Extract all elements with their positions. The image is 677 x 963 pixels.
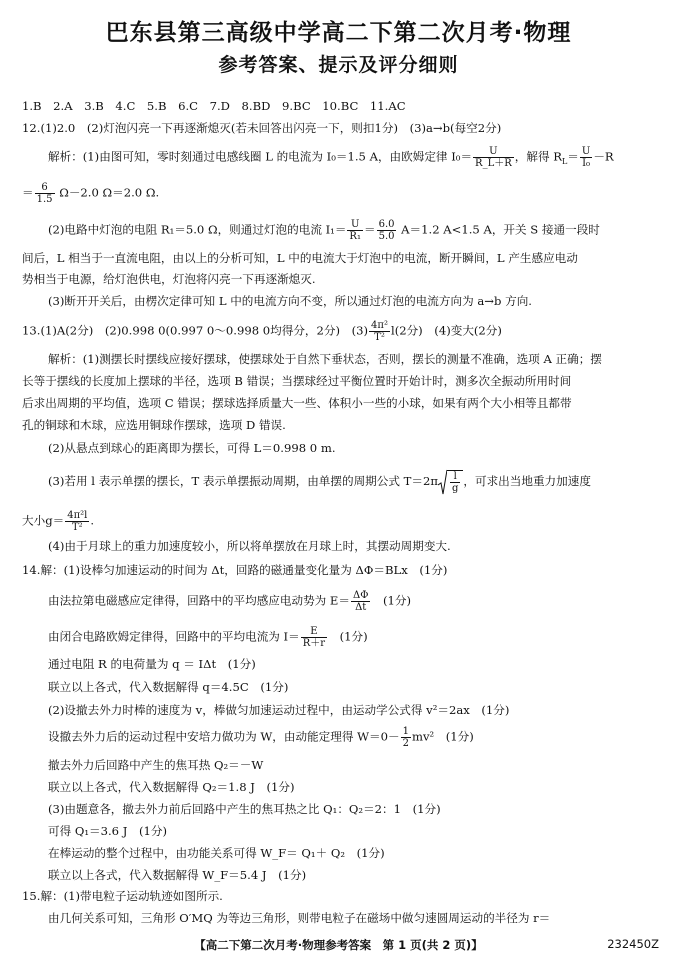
- fraction: [369, 320, 390, 343]
- solution-line: 联立以上各式，代入数据解得 Q₂＝1.8 J (1分): [48, 780, 295, 794]
- solution-line: 在棒运动的整个过程中，由功能关系可得 W_F＝ Q₁＋ Q₂ (1分): [48, 846, 385, 860]
- solution-line: [48, 469, 591, 495]
- answer-line-14: 14.解：(1)设棒匀加速运动的时间为 Δt，回路的磁通量变化量为 ΔΦ＝BLx (1分): [22, 563, 448, 577]
- solution-line: 长等于摆线的长度加上摆球的半径，选项 B 错误；当摆球经过平衡位置时开始计时，测多次全振动所用时间: [22, 374, 572, 388]
- text-run: (1分): [328, 629, 368, 644]
- text-run: 由闭合电路欧姆定律得，回路中的平均电流为 I＝: [48, 629, 300, 644]
- sqrt-icon: [438, 469, 447, 495]
- denominator: 1.5: [36, 194, 53, 205]
- solution-line: 撤去外力后回路中产生的焦耳热 Q₂＝－W: [48, 758, 264, 772]
- fraction: [377, 219, 397, 242]
- numerator: 6.0: [378, 219, 395, 230]
- page-footer: 【高二下第二次月考·物理参考答案 第 1 页(共 2 页)】: [194, 938, 483, 952]
- solution-line: 势相当于电源，给灯泡供电，灯泡将闪亮一下再逐渐熄灭.: [22, 272, 316, 286]
- text-run: ＝: [567, 149, 579, 164]
- fraction: [35, 182, 55, 205]
- fraction: [351, 590, 370, 613]
- numerator: ΔΦ: [353, 590, 369, 601]
- denominator: Δt: [355, 602, 367, 613]
- text-run: Ω－2.0 Ω＝2.0 Ω.: [55, 185, 160, 200]
- radicand: [447, 470, 463, 494]
- denominator: I₀: [582, 158, 591, 169]
- fraction: [401, 726, 411, 749]
- text-run: l(2分) (4)变大(2分): [390, 323, 502, 338]
- fraction: [301, 626, 327, 649]
- text-run: －R: [593, 149, 614, 164]
- text-run: A＝1.2 A<1.5 A，开关 S 接通一段时: [397, 222, 600, 237]
- denominator: g: [451, 483, 459, 494]
- solution-line: 孔的铜球和木球，应选用铜球作摆球，选项 D 错误.: [22, 418, 286, 432]
- paper-code: 232450Z: [607, 937, 659, 951]
- fraction: [347, 219, 363, 242]
- solution-line: (4)由于月球上的重力加速度较小，所以将单摆放在月球上时，其摆动周期变大.: [48, 539, 451, 553]
- denominator: R＋r: [302, 638, 326, 649]
- text-run: 由法拉第电磁感应定律得，回路中的平均感应电动势为 E＝: [48, 593, 350, 608]
- answer-line-choice: 1.B 2.A 3.B 4.C 5.B 6.C 7.D 8.BD 9.BC 10.BC 11.AC: [22, 99, 406, 113]
- numerator: U: [347, 219, 363, 231]
- solution-line: (3)由题意各，撤去外力前后回路中产生的焦耳热之比 Q₁：Q₂＝2：1 (1分): [48, 802, 441, 816]
- page-title: 巴东县第三高级中学高二下第二次月考·物理: [105, 20, 572, 46]
- solution-line: [22, 182, 159, 205]
- fraction: [473, 146, 514, 169]
- answer-line-12: 12.(1)2.0 (2)灯泡闪亮一下再逐渐熄灭(若未回答出闪亮一下，则扣1分) (3)a→b(每空2分): [22, 121, 502, 135]
- text-run: 13.(1)A(2分) (2)0.998 0(0.997 0～0.998 0均得分，2分) (3): [22, 323, 369, 338]
- answer-line-13: [22, 320, 502, 343]
- numerator: 6: [35, 182, 55, 194]
- denominator: R₁: [349, 231, 361, 242]
- text-run: 大小g＝: [22, 513, 65, 528]
- fraction: [65, 510, 89, 533]
- text-run: ＝: [363, 222, 376, 237]
- text-run: mv² (1分): [412, 729, 474, 744]
- numerator: 1: [402, 726, 409, 737]
- denominator: 2: [402, 738, 409, 749]
- solution-line: 后求出周期的平均值，选项 C 错误；摆球选择质量大一些、体积小一些的小球，如果有两个大小相等且都带: [22, 396, 572, 410]
- text-run: 解析：(1)由图可知，零时刻通过电感线圈 L 的电流为 I₀＝1.5 A，由欧姆定律 I₀＝: [48, 149, 473, 164]
- solution-line: 联立以上各式，代入数据解得 W_F＝5.4 J (1分): [48, 868, 307, 882]
- solution-line: (2)设撤去外力时棒的速度为 v，棒做匀加速运动过程中，由运动学公式得 v²＝2ax (1分): [48, 703, 510, 717]
- text-run: ，可求出当地重力加速度: [463, 474, 591, 488]
- solution-line: [22, 510, 94, 533]
- subscript: L: [561, 156, 568, 166]
- solution-line: (3)断开开关后，由楞次定律可知 L 中的电流方向不变，所以通过灯泡的电流方向为 a→b 方向.: [48, 294, 532, 308]
- solution-line: 由几何关系可知，三角形 O′MQ 为等边三角形，则带电粒子在磁场中做匀速圆周运动的半径为 r＝: [48, 911, 551, 925]
- solution-line: 间后，L 相当于一直流电阻，由以上的分析可知，L 中的电流大于灯泡中的电流，断开瞬间，L 产生感应电动: [22, 251, 578, 265]
- numerator: 4π²l: [67, 510, 88, 521]
- solution-line: 解析：(1)测摆长时摆线应接好摆球，使摆球处于自然下垂状态，否则，摆长的测量不准确，选项 A 正确；摆: [48, 352, 602, 366]
- fraction: [580, 146, 592, 169]
- solution-line: [48, 146, 614, 169]
- solution-line: [48, 219, 600, 242]
- numerator: 4π²: [371, 320, 388, 331]
- solution-line: 联立以上各式，代入数据解得 q＝4.5C (1分): [48, 680, 289, 694]
- text-run: ，解得 R: [514, 149, 562, 164]
- solution-line: [48, 626, 368, 649]
- text-run: (3)若用 l 表示单摆的摆长，T 表示单摆振动周期，由单摆的周期公式 T＝2π: [48, 474, 438, 488]
- numerator: U: [581, 146, 591, 157]
- denominator: T²: [71, 522, 83, 533]
- solution-line: 通过电阻 R 的电荷量为 q ＝ IΔt (1分): [48, 657, 256, 671]
- text-run: ＝: [22, 185, 34, 200]
- text-run: .: [90, 513, 95, 528]
- numerator: l: [450, 471, 460, 483]
- solution-line: [48, 726, 474, 749]
- text-run: (2)电路中灯泡的电阻 R₁＝5.0 Ω，则通过灯泡的电流 I₁＝: [48, 222, 347, 237]
- page-subtitle: 参考答案、提示及评分细则: [218, 54, 459, 76]
- solution-line: 可得 Q₁＝3.6 J (1分): [48, 824, 168, 838]
- text-run: 设撤去外力后的运动过程中安培力做功为 W，由动能定理得 W＝0－: [48, 729, 400, 744]
- answer-line-15: 15.解：(1)带电粒子运动轨迹如图所示.: [22, 889, 223, 903]
- solution-line: (2)从悬点到球心的距离即为摆长，可得 L＝0.998 0 m.: [48, 441, 336, 455]
- denominator: 5.0: [378, 231, 395, 242]
- text-run: (1分): [371, 593, 412, 608]
- solution-line: [48, 590, 411, 613]
- numerator: U: [473, 146, 514, 158]
- numerator: E: [301, 626, 327, 638]
- denominator: T²: [374, 332, 385, 343]
- denominator: R_L＋R: [475, 158, 512, 169]
- fraction: [450, 471, 460, 494]
